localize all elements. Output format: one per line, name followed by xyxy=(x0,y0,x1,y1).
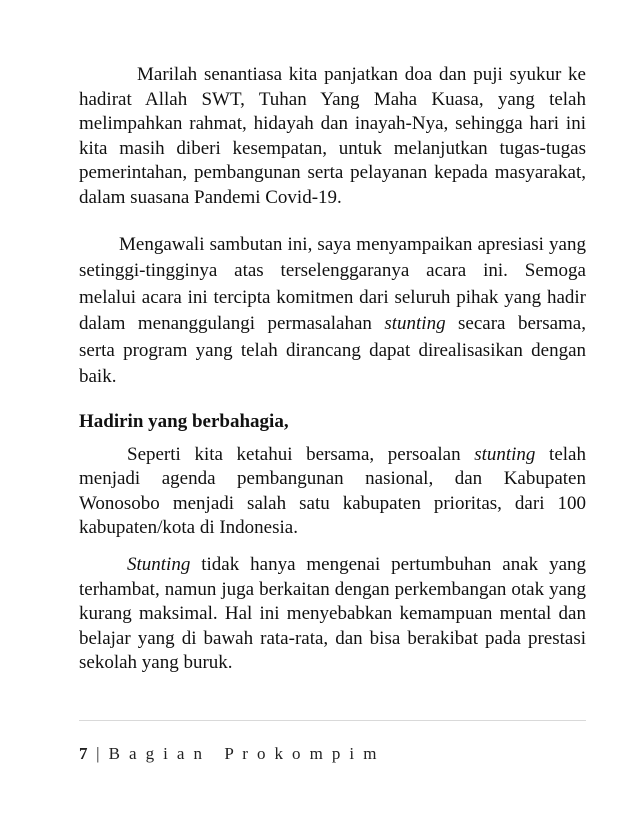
italic-term: stunting xyxy=(384,313,446,335)
section-heading: Hadirin yang berbahagia, xyxy=(79,410,289,432)
page-number: 7 xyxy=(79,744,88,763)
paragraph-text: secara bersama, serta program yang telah dirancang dapat direalisasikan dengan baik. xyxy=(79,313,586,388)
paragraph-national-agenda xyxy=(79,443,586,541)
footer-section-name: B a g i a n P r o k o m p i m xyxy=(108,744,379,763)
paragraph-text: tidak hanya mengenai pertumbuhan anak yang terhambat, namun juga berkaitan dengan perkembangan otak yang kurang maksimal. Hal ini menyebabkan kemampuan mental dan belajar yang di bawah rata-rata, dan bisa berakibat pada prestasi sekolah yang buruk. xyxy=(79,553,586,674)
footer-separator: | xyxy=(89,744,109,763)
paragraph-text: Seperti kita ketahui bersama, persoalan xyxy=(127,443,475,465)
italic-term: Stunting xyxy=(127,553,191,575)
page-body xyxy=(79,63,586,676)
paragraph-text: telah menjadi agenda pembangunan nasional, dan Kabupaten Wonosobo menjadi salah satu kabupaten prioritas, dari 100 kabupaten/kota di Indonesia. xyxy=(79,443,586,539)
page-footer xyxy=(79,744,379,764)
italic-term: stunting xyxy=(474,443,536,465)
footer-divider xyxy=(79,720,586,721)
paragraph-text: Mengawali sambutan ini, saya menyampaikan apresiasi yang setinggi-tingginya atas terselenggaranya acara ini. Semoga melalui acara ini tercipta komitmen dari seluruh pihak yang hadir dalam menanggulangi permasalahan xyxy=(79,233,586,335)
paragraph-stunting-effects xyxy=(79,553,586,676)
paragraph-appreciation xyxy=(79,232,586,391)
paragraph-opening: Marilah senantiasa kita panjatkan doa dan puji syukur ke hadirat Allah SWT, Tuhan Yang Maha Kuasa, yang telah melimpahkan rahmat, hidayah dan inayah-Nya, sehingga hari ini kita masih diberi kesempatan, untuk melanjutkan tugas-tugas pemerintahan, pembangunan serta pelayanan kepada masyarakat, dalam suasana Pandemi Covid-19. xyxy=(79,64,586,208)
